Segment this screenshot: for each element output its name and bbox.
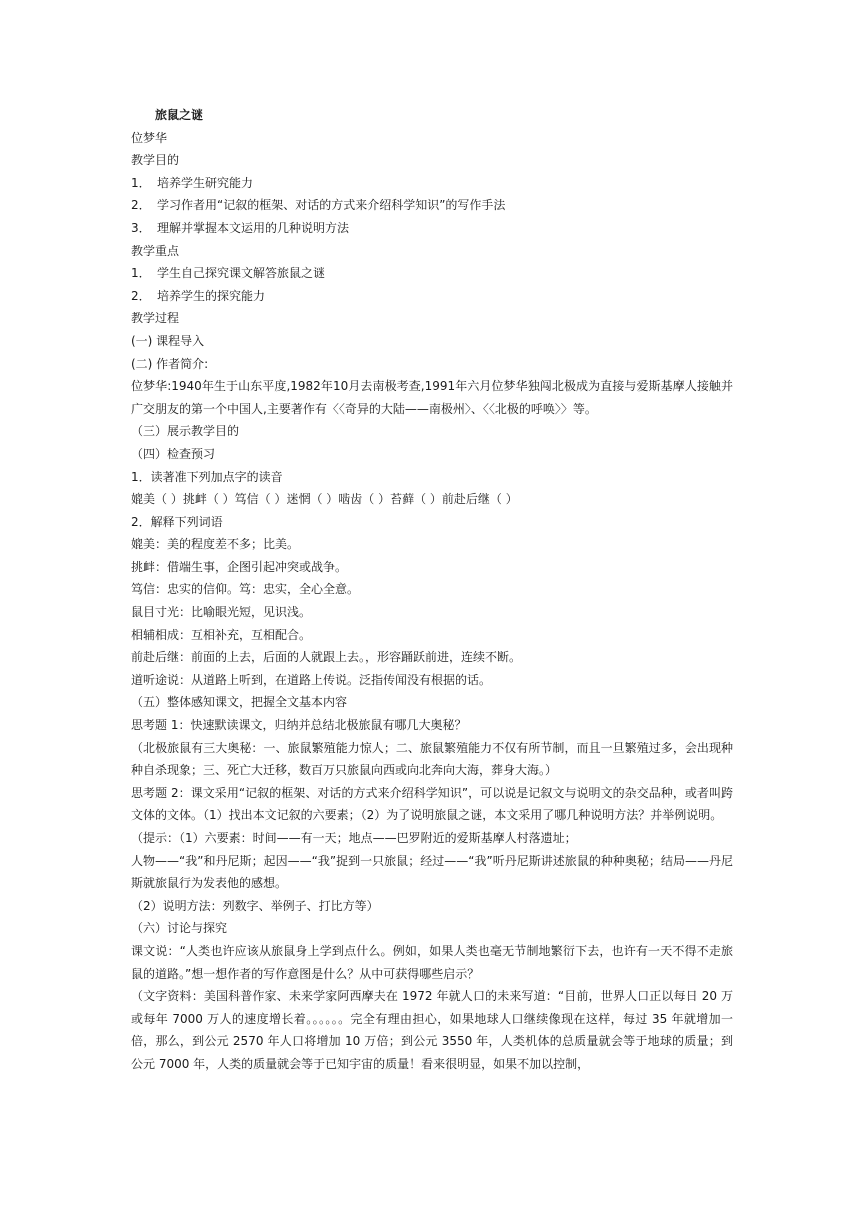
discussion-text: 课文说：“人类也许应该从旅鼠身上学到点什么。例如，如果人类也毫无节制地繁衍下去，也许有一天不得不走旅鼠的道路。”想一想作者的写作意图是什么？从中可获得哪些启示？ xyxy=(131,943,733,981)
definition-item: 鼠目寸光：比喻眼光短，见识浅。 xyxy=(131,605,312,620)
pronunciation-items: 媲美（ ）挑衅（ ）笃信（ ）迷惘（ ）啮齿（ ）苔藓（ ）前赴后继（ ） xyxy=(131,492,518,507)
process-heading: 教学过程 xyxy=(131,311,180,326)
step-heading: （五）整体感知课文，把握全文基本内容 xyxy=(131,695,348,710)
hint-text: （提示：（1）六要素：时间——有一天；地点——巴罗附近的爱斯基摩人村落遗址； xyxy=(131,831,577,845)
hint-text: （2）说明方法：列数字、举例子、打比方等） xyxy=(131,898,379,913)
objective-item: 2． 学习作者用“记叙的框架、对话的方式来介绍科学知识”的写作手法 xyxy=(131,198,506,213)
question-heading: 2．解释下列词语 xyxy=(131,514,223,529)
step-heading: （六）讨论与探究 xyxy=(131,921,228,936)
definition-item: 媲美：美的程度差不多；比美。 xyxy=(131,537,300,552)
author-name: 位梦华 xyxy=(131,130,168,145)
think-answer: （北极旅鼠有三大奥秘：一、旅鼠繁殖能力惊人；二、旅鼠繁殖能力不仅有所节制，而且一旦繁殖过多，会出现种种自杀现象；三、死亡大迁移，数百万只旅鼠向西或向北奔向大海，葬身大海。） xyxy=(131,740,733,778)
definition-item: 相辅相成：互相补充，互相配合。 xyxy=(131,627,312,642)
step-heading: （四）检查预习 xyxy=(131,446,216,461)
step-heading: (一) 课程导入 xyxy=(131,333,205,348)
definition-item: 笃信：忠实的信仰。笃：忠实，全心全意。 xyxy=(131,582,360,597)
objective-item: 3． 理解并掌握本文运用的几种说明方法 xyxy=(131,220,350,235)
step-heading: （三）展示教学目的 xyxy=(131,424,240,439)
definition-item: 道听途说：从道路上听到，在道路上传说。泛指传闻没有根据的话。 xyxy=(131,672,492,687)
document-title: 旅鼠之谜 xyxy=(155,108,204,122)
question-heading: 1．读著准下列加点字的读音 xyxy=(131,469,283,484)
reference-material: （文字资料：美国科普作家、未来学家阿西摩夫在 1972 年就人口的未来写道：“目前，世界人口正以每日 20 万或每年 7000 万人的速度增长着。。。。。。完全有理由担心，如果地球人口继续像现在这样，每过 35 年就增加一倍，那么，到公元 2570 年人口将增加 10 万倍；到公元 3550 年，人类机体的总质量就会等于地球的质量；到公元 7000 年，人类的质量就会等于已知宇宙的质量！看来很明显，如果不加以控制， xyxy=(131,989,733,1071)
hint-text: 人物——“我”和丹尼斯；起因——“我”捉到一只旅鼠；经过——“我”听丹尼斯讲述旅鼠的种种奥秘；结局——丹尼斯就旅鼠行为发表他的感想。 xyxy=(131,853,733,891)
think-question: 思考题 1：快速默读课文，归纳并总结北极旅鼠有哪几大奥秘？ xyxy=(131,718,467,733)
author-intro: 位梦华:1940年生于山东平度,1982年10月去南极考查,1991年六月位梦华独闯北极成为直接与爱斯基摩人接触并广交朋友的第一个中国人,主要著作有〈〈奇异的大陆——南极州〉、〈〈北极的呼唤〉〉等。 xyxy=(131,379,733,416)
objective-item: 1． 培养学生研究能力 xyxy=(131,175,254,190)
think-question: 思考题 2：课文采用“记叙的框架、对话的方式来介绍科学知识”，可以说是记叙文与说明文的杂交品种，或者叫跨文体的文体。（1）找出本文记叙的六要素；（2）为了说明旅鼠之谜，本文采用了哪几种说明方法？并举例说明。 xyxy=(131,785,733,823)
step-heading: (二) 作者简介: xyxy=(131,356,209,371)
objectives-heading: 教学目的 xyxy=(131,153,180,168)
definition-item: 挑衅：借端生事，企图引起冲突或战争。 xyxy=(131,559,348,574)
document-body xyxy=(131,104,733,1076)
key-point-item: 2． 培养学生的探究能力 xyxy=(131,288,266,303)
definition-item: 前赴后继：前面的上去，后面的人就跟上去。，形容踊跃前进，连续不断。 xyxy=(131,650,522,665)
key-point-item: 1． 学生自己探究课文解答旅鼠之谜 xyxy=(131,266,326,281)
key-points-heading: 教学重点 xyxy=(131,243,180,258)
